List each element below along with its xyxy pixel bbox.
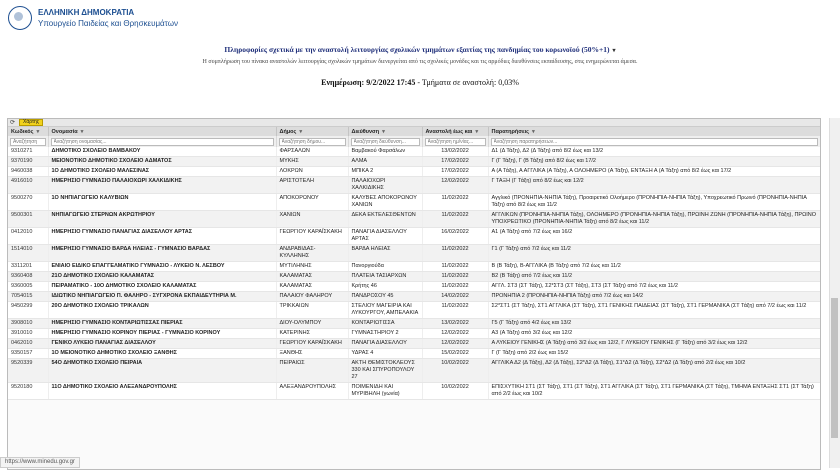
- cell-name: ΓΕΝΙΚΟ ΛΥΚΕΙΟ ΠΑΝΑΓΙΑΣ ΔΙΑΣΕΛΛΟΥ: [48, 339, 276, 349]
- column-header-label: Κωδικός: [11, 128, 34, 135]
- table-row[interactable]: [8, 228, 820, 245]
- cell-addr: ΒΑΡΔΑ ΗΛΕΙΑΣ: [348, 245, 422, 262]
- cell-name: 1Ο ΔΗΜΟΤΙΚΟ ΣΧΟΛΕΙΟ ΜΑΛΕΣΙΝΑΣ: [48, 167, 276, 177]
- cell-dimos: ΔΙΟΥ-ΟΛΥΜΠΟΥ: [276, 319, 348, 329]
- cell-notes: Β (Β Τάξη), Β-ΑΓΓΛΙΚΑ (Β Τάξη) από 7/2 έως και 11/2: [488, 262, 820, 272]
- table-row[interactable]: [8, 329, 820, 339]
- cell-code: 9350157: [8, 349, 48, 359]
- cell-dimos: ΑΠΟΚΟΡΩΝΟΥ: [276, 194, 348, 211]
- column-header-label: Αναστολή έως και: [425, 128, 473, 135]
- column-header-label: Ονομασία: [51, 128, 78, 135]
- cell-dimos: ΜΥΚΗΣ: [276, 157, 348, 167]
- cell-name: ΗΜΕΡΗΣΙΟ ΓΥΜΝΑΣΙΟ ΒΑΡΔΑ ΗΛΕΙΑΣ - ΓΥΜΝΑΣΙΟ ΒΑΡΔΑΣ: [48, 245, 276, 262]
- org-line1: ΕΛΛΗΝΙΚΗ ΔΗΜΟΚΡΑΤΙΑ: [38, 8, 135, 17]
- filter-cell: [276, 136, 348, 147]
- cell-date: 17/02/2022: [422, 157, 488, 167]
- cell-code: 7054015: [8, 292, 48, 302]
- table-row[interactable]: [8, 383, 820, 400]
- table-row[interactable]: [8, 177, 820, 194]
- cell-notes: Γ ΤΑΞΗ (Γ Τάξη) από 8/2 έως και 12/2: [488, 177, 820, 194]
- cell-dimos: ΑΛΕΞΑΝΔΡΟΥΠΟΛΗΣ: [276, 383, 348, 400]
- cell-addr: ΑΛΜΑ: [348, 157, 422, 167]
- state-seal-icon: [8, 6, 32, 30]
- table-row[interactable]: [8, 147, 820, 157]
- cell-dimos: ΛΟΚΡΩΝ: [276, 167, 348, 177]
- sort-icon[interactable]: ▾: [299, 128, 303, 135]
- org-line2: Υπουργείο Παιδείας και Θρησκευμάτων: [38, 19, 178, 28]
- column-filter-input[interactable]: [351, 138, 420, 146]
- cell-code: 3311201: [8, 262, 48, 272]
- suspensions-table: [8, 127, 821, 400]
- table-row[interactable]: [8, 272, 820, 282]
- cell-code: 3908010: [8, 319, 48, 329]
- table-row[interactable]: [8, 302, 820, 319]
- cell-name: ΠΕΙΡΑΜΑΤΙΚΟ - 10Ο ΔΗΜΟΤΙΚΟ ΣΧΟΛΕΙΟ ΚΑΛΑΜΑΤΑΣ: [48, 282, 276, 292]
- filter-cell: [48, 136, 276, 147]
- cell-name: ΔΗΜΟΤΙΚΟ ΣΧΟΛΕΙΟ ΒΑΜΒΑΚΟΥ: [48, 147, 276, 157]
- filter-cell: [348, 136, 422, 147]
- cell-date: 11/02/2022: [422, 282, 488, 292]
- sort-icon[interactable]: ▾: [382, 128, 385, 135]
- cell-code: 9520180: [8, 383, 48, 400]
- column-filter-input[interactable]: [51, 138, 274, 146]
- cell-date: 10/02/2022: [422, 359, 488, 383]
- column-filter-input[interactable]: [491, 138, 818, 146]
- cell-addr: ΑΚΤΗ ΘΕΜΙΣΤΟΚΛΕΟΥΣ 330 ΚΑΙ ΣΠΥΡΟΠΟΥΛΟΥ 27: [348, 359, 422, 383]
- cell-date: 13/02/2022: [422, 147, 488, 157]
- column-header[interactable]: [48, 127, 276, 136]
- cell-dimos: ΠΕΙΡΑΙΩΣ: [276, 359, 348, 383]
- cell-dimos: ΧΑΝΙΩΝ: [276, 211, 348, 228]
- cell-date: 12/02/2022: [422, 339, 488, 349]
- cell-code: 3910010: [8, 329, 48, 339]
- cell-notes: ΑΓΓΛΙΚΩΝ (ΠΡΟΝΗΠΙΑ-ΝΗΠΙΑ Τάξη), ΟΛΟΗΜΕΡΟ (ΠΡΟΝΗΠΙΑ-ΝΗΠΙΑ Τάξη), ΠΡΩΙΝΗ ΖΩΝΗ (ΠΡΟΝΗΠΙΑ-ΝΗΠΙΑ Τάξη), ΠΡΩΙΝΟ ΥΠΟΧΡΕΩΤΙΚΟ (ΠΡΟΝΗΠΙΑ-ΝΗΠΙΑ Τάξη) από 8/2 έως και 11/2: [488, 211, 820, 228]
- cell-code: 9310271: [8, 147, 48, 157]
- cell-name: 11Ο ΔΗΜΟΤΙΚΟ ΣΧΟΛΕΙΟ ΑΛΕΞΑΝΔΡΟΥΠΟΛΗΣ: [48, 383, 276, 400]
- cell-date: 11/02/2022: [422, 272, 488, 282]
- cell-dimos: ΑΝΔΡΑΒΙΔΑΣ-ΚΥΛΛΗΝΗΣ: [276, 245, 348, 262]
- cell-dimos: ΚΑΤΕΡΙΝΗΣ: [276, 329, 348, 339]
- column-header[interactable]: [8, 127, 48, 136]
- cell-addr: Πανοργιούδα: [348, 262, 422, 272]
- sort-icon[interactable]: ▾: [531, 128, 535, 135]
- status-bar: https://www.minedu.gov.gr: [0, 457, 80, 468]
- cell-date: 11/02/2022: [422, 211, 488, 228]
- cell-addr: ΠΟΙΜΕΝΙΔΗ ΚΑΙ ΜΥΡΙΒΗΛΗ (γωνία): [348, 383, 422, 400]
- table-row[interactable]: [8, 282, 820, 292]
- caret-down-icon[interactable]: ▾: [612, 48, 616, 54]
- page-title: [0, 45, 840, 54]
- cell-dimos: ΑΡΙΣΤΟΤΕΛΗ: [276, 177, 348, 194]
- refresh-icon[interactable]: ⟳: [10, 119, 16, 126]
- cell-dimos: ΜΥΤΙΛΗΝΗΣ: [276, 262, 348, 272]
- cell-code: 0412010: [8, 228, 48, 245]
- column-header[interactable]: [422, 127, 488, 136]
- cell-date: 11/02/2022: [422, 302, 488, 319]
- cell-addr: ΠΑΝΔΡΟΣΟΥ 45: [348, 292, 422, 302]
- cell-name: ΕΝΙΑΙΟ ΕΙΔΙΚΟ ΕΠΑΓΓΕΛΜΑΤΙΚΟ ΓΥΜΝΑΣΙΟ - ΛΥΚΕΙΟ Ν. ΛΕΣΒΟΥ: [48, 262, 276, 272]
- cell-name: ΜΕΙΟΝΟΤΙΚΟ ΔΗΜΟΤΙΚΟ ΣΧΟΛΕΙΟ ΑΔΜΑΤΟΣ: [48, 157, 276, 167]
- page-title-text: Πληροφορίες σχετικά με την αναστολή λειτουργίας σχολικών τμημάτων εξαιτίας της πανδημίας του κορωνοϊού (50%+1): [224, 45, 610, 54]
- column-header-label: Διεύθυνση: [351, 128, 380, 135]
- filter-cell: [422, 136, 488, 147]
- cell-code: 9500270: [8, 194, 48, 211]
- table-row[interactable]: [8, 319, 820, 329]
- cell-notes: Α (Α Τάξη), Α ΑΓΓΛΙΚΑ (Α Τάξη), Α ΟΛΟΗΜΕΡΟ (Α Τάξη), ΕΝΤΑΞΗ Α (Α Τάξη) από 8/2 έως και 17/2: [488, 167, 820, 177]
- cell-addr: ΔΕΚΑ ΕΚΤΕΛΕΣΘΕΝΤΩΝ: [348, 211, 422, 228]
- column-filter-input[interactable]: [279, 138, 346, 146]
- page-subtitle: Η συμπλήρωση του πίνακα αναστολών λειτουργίας σχολικών τμημάτων διενεργείται από τις σχολικές μονάδες και τις αρμόδιες διευθύνσεις εκπαίδευσης, στις ενημερώνεται άμεσα.: [202, 59, 638, 65]
- cell-addr: ΥΔΡΑΣ 4: [348, 349, 422, 359]
- cell-code: 9370190: [8, 157, 48, 167]
- cell-date: 12/02/2022: [422, 177, 488, 194]
- cell-date: 11/02/2022: [422, 194, 488, 211]
- map-button[interactable]: Χάρτης: [19, 119, 43, 126]
- cell-name: ΗΜΕΡΗΣΙΟ ΓΥΜΝΑΣΙΟ ΠΑΛΑΙΟΧΩΡΙ ΧΑΛΚΙΔΙΚΗΣ: [48, 177, 276, 194]
- cell-addr: ΚΟΝΤΑΡΙΩΤΙΣΣΑ: [348, 319, 422, 329]
- cell-notes: Γ1 (Γ Τάξη) από 7/2 έως και 11/2: [488, 245, 820, 262]
- cell-notes: Σ2*ΣΤ1 (ΣΤ Τάξη), ΣΤ1 ΑΓΓΛΙΚΑ (ΣΤ Τάξη), ΣΤ1 ΓΕΝΙΚΗΣ ΠΑΙΔΕΙΑΣ (ΣΤ Τάξη), ΣΤ1 ΓΕΡΜΑΝΙΚΑ (ΣΤ Τάξη) από 7/2 έως και 11/2: [488, 302, 820, 319]
- logo[interactable]: [8, 6, 178, 30]
- cell-name: 1Ο ΜΕΙΟΝΟΤΙΚΟ ΔΗΜΟΤΙΚΟ ΣΧΟΛΕΙΟ ΞΑΝΘΗΣ: [48, 349, 276, 359]
- cell-notes: Β2 (Β Τάξη) από 7/2 έως και 11/2: [488, 272, 820, 282]
- cell-notes: Γ (Γ Τάξη) από 2/2 έως και 15/2: [488, 349, 820, 359]
- column-header[interactable]: [348, 127, 422, 136]
- cell-date: 15/02/2022: [422, 349, 488, 359]
- cell-code: 1514010: [8, 245, 48, 262]
- table-row[interactable]: [8, 262, 820, 272]
- cell-code: 9360408: [8, 272, 48, 282]
- cell-addr: ΓΥΜΝΑΣΤΗΡΙΟΥ 2: [348, 329, 422, 339]
- cell-date: 16/02/2022: [422, 228, 488, 245]
- cell-notes: Γ (Γ Τάξη), Γ (Β Τάξη) από 8/2 έως και 17/2: [488, 157, 820, 167]
- cell-date: 12/02/2022: [422, 329, 488, 339]
- table-row[interactable]: [8, 245, 820, 262]
- cell-addr: ΠΑΝΑΓΙΑ ΔΙΑΣΕΛΛΟΥ ΑΡΤΑΣ: [348, 228, 422, 245]
- cell-date: 17/02/2022: [422, 167, 488, 177]
- cell-notes: ΕΠΙΣΧΥΤΙΚΗ ΣΤ1 (ΣΤ Τάξη), ΣΤ1 (ΣΤ Τάξη), ΣΤ1 ΑΓΓΛΙΚΑ (ΣΤ Τάξη), ΣΤ1 ΓΕΡΜΑΝΙΚΑ (ΣΤ Τάξη), ΤΜΗΜΑ ΕΝΤΑΞΗΣ ΣΤ1 (ΣΤ Τάξη) από 2/2 έως και 10/2: [488, 383, 820, 400]
- table-row[interactable]: [8, 349, 820, 359]
- sort-icon[interactable]: ▾: [475, 128, 479, 135]
- cell-code: 9520339: [8, 359, 48, 383]
- cell-notes: ΑΓΓΛ. ΣΤ3 (ΣΤ Τάξη), Σ2*ΣΤ3 (ΣΤ Τάξη), ΣΤ3 (ΣΤ Τάξη) από 7/2 έως και 11/2: [488, 282, 820, 292]
- column-header-label: Δήμος: [279, 128, 297, 135]
- cell-notes: Γ5 (Γ Τάξη) από 4/2 έως και 13/2: [488, 319, 820, 329]
- cell-addr: ΜΠΙΚΑ 2: [348, 167, 422, 177]
- filter-cell: [488, 136, 820, 147]
- column-header[interactable]: [488, 127, 820, 136]
- filter-cell: [8, 136, 48, 147]
- cell-name: 20Ο ΔΗΜΟΤΙΚΟ ΣΧΟΛΕΙΟ ΤΡΙΚΑΛΩΝ: [48, 302, 276, 319]
- cell-code: 9460038: [8, 167, 48, 177]
- table-row[interactable]: [8, 194, 820, 211]
- grid-toolbar: [8, 119, 820, 127]
- update-label: Ενημέρωση: 9/2/2022 17:45: [321, 78, 416, 87]
- cell-date: 11/02/2022: [422, 262, 488, 272]
- cell-code: 4916010: [8, 177, 48, 194]
- cell-code: 9450299: [8, 302, 48, 319]
- cell-code: 9500301: [8, 211, 48, 228]
- sort-icon[interactable]: ▾: [80, 128, 84, 135]
- cell-dimos: ΚΑΛΑΜΑΤΑΣ: [276, 272, 348, 282]
- cell-name: ΙΔΙΩΤΙΚΟ ΝΗΠΙΑΓΩΓΕΙΟ Π. ΦΑΛΗΡΟ - ΣΥΓΧΡΟΝΑ ΕΚΠΑΙΔΕΥΤΗΡΙΑ Μ.: [48, 292, 276, 302]
- column-filter-input[interactable]: [425, 138, 486, 146]
- scrollbar-thumb[interactable]: [831, 298, 838, 438]
- cell-dimos: ΤΡΙΚΚΑΙΩΝ: [276, 302, 348, 319]
- cell-addr: ΣΤΕΛΙΟΥ ΜΑΓΕΙΡΙΑ ΚΑΙ ΛΥΚΟΥΡΓΟΥ, ΑΜΠΕΛΑΚΙΑ: [348, 302, 422, 319]
- cell-notes: ΠΡΟΝΗΠΙΑ 2 (ΠΡΟΝΗΠΙΑ-ΝΗΠΙΑ Τάξη) από 7/2 έως και 14/2: [488, 292, 820, 302]
- cell-date: 10/02/2022: [422, 383, 488, 400]
- cell-name: ΗΜΕΡΗΣΙΟ ΓΥΜΝΑΣΙΟ ΚΟΡΙΝΟΥ ΠΙΕΡΙΑΣ - ΓΥΜΝΑΣΙΟ ΚΟΡΙΝΟΥ: [48, 329, 276, 339]
- cell-name: ΝΗΠΙΑΓΩΓΕΙΟ ΣΤΕΡΝΩΝ ΑΚΡΩΤΗΡΙΟΥ: [48, 211, 276, 228]
- cell-dimos: ΦΑΡΣΑΛΩΝ: [276, 147, 348, 157]
- scrollbar[interactable]: [829, 118, 840, 468]
- cell-addr: ΠΛΑΤΕΙΑ ΤΑΣΙΑΡΧΩΝ: [348, 272, 422, 282]
- cell-name: ΗΜΕΡΗΣΙΟ ΓΥΜΝΑΣΙΟ ΚΟΝΤΑΡΙΩΤΙΣΣΑΣ ΠΙΕΡΙΑΣ: [48, 319, 276, 329]
- cell-date: 11/02/2022: [422, 245, 488, 262]
- cell-name: 54Ο ΔΗΜΟΤΙΚΟ ΣΧΟΛΕΙΟ ΠΕΙΡΑΙΑ: [48, 359, 276, 383]
- sort-icon[interactable]: ▾: [36, 128, 40, 135]
- cell-dimos: ΚΑΛΑΜΑΤΑΣ: [276, 282, 348, 292]
- cell-notes: ΑΓΓΛΙΚΑ Δ2 (Δ Τάξη), Δ2 (Δ Τάξη), Σ2*Δ2 (Δ Τάξη), Σ1*Δ2 (Δ Τάξη), Σ2*Δ2 (Δ Τάξη) από 2/2 έως και 10/2: [488, 359, 820, 383]
- cell-addr: ΠΑΝΑΓΙΑ ΔΙΑΣΕΛΛΟΥ: [348, 339, 422, 349]
- table-row[interactable]: [8, 211, 820, 228]
- column-filter-input[interactable]: [10, 138, 46, 146]
- cell-addr: Κρήτης 46: [348, 282, 422, 292]
- cell-addr: Βαμβακού Φαρσάλων: [348, 147, 422, 157]
- data-grid: [7, 118, 821, 470]
- cell-notes: Α ΛΥΚΕΙΟΥ ΓΕΝΙΚΗΣ (Α Τάξη) από 3/2 έως και 12/2, Γ ΛΥΚΕΙΟΥ ΓΕΝΙΚΗΣ (Γ Τάξη) από 3/2 έως και 12/2: [488, 339, 820, 349]
- cell-date: 13/02/2022: [422, 319, 488, 329]
- table-row[interactable]: [8, 292, 820, 302]
- cell-notes: Δ1 (Δ Τάξη), Δ2 (Δ Τάξη) από 8/2 έως και 13/2: [488, 147, 820, 157]
- update-info: [0, 78, 840, 87]
- cell-addr: ΚΑΛΥΒΕΣ ΑΠΟΚΟΡΩΝΟΥ ΧΑΝΙΩΝ: [348, 194, 422, 211]
- table-row[interactable]: [8, 339, 820, 349]
- cell-name: 21Ο ΔΗΜΟΤΙΚΟ ΣΧΟΛΕΙΟ ΚΑΛΑΜΑΤΑΣ: [48, 272, 276, 282]
- cell-notes: Αγγλικό (ΠΡΟΝΗΠΙΑ-ΝΗΠΙΑ Τάξη), Προαιρετικό Ολοήμερο (ΠΡΟΝΗΠΙΑ-ΝΗΠΙΑ Τάξη), Υποχρεωτικό Πρωινό (ΠΡΟΝΗΠΙΑ-ΝΗΠΙΑ Τάξη) από 8/2 έως και 11/2: [488, 194, 820, 211]
- suspension-rate: - Τμήματα σε αναστολή: 0,03%: [415, 78, 519, 87]
- cell-name: ΗΜΕΡΗΣΙΟ ΓΥΜΝΑΣΙΟ ΠΑΝΑΓΙΑΣ ΔΙΑΣΕΛΛΟΥ ΑΡΤΑΣ: [48, 228, 276, 245]
- cell-dimos: ΓΕΩΡΓΙΟΥ ΚΑΡΑΪΣΚΑΚΗ: [276, 339, 348, 349]
- table-row[interactable]: [8, 359, 820, 383]
- cell-dimos: ΠΑΛΑΙΟΥ ΦΑΛΗΡΟΥ: [276, 292, 348, 302]
- cell-code: 0462010: [8, 339, 48, 349]
- cell-dimos: ΓΕΩΡΓΙΟΥ ΚΑΡΑΪΣΚΑΚΗ: [276, 228, 348, 245]
- column-header[interactable]: [276, 127, 348, 136]
- cell-addr: ΠΑΛΑΙΟΧΩΡΙ ΧΑΛΚΙΔΙΚΗΣ: [348, 177, 422, 194]
- cell-notes: Α1 (Α Τάξη) από 7/2 έως και 16/2: [488, 228, 820, 245]
- cell-name: 1Ο ΝΗΠΙΑΓΩΓΕΙΟ ΚΑΛΥΒΙΩΝ: [48, 194, 276, 211]
- column-header-label: Παρατηρήσεις: [491, 128, 529, 135]
- table-row[interactable]: [8, 157, 820, 167]
- cell-date: 14/02/2022: [422, 292, 488, 302]
- cell-dimos: ΞΑΝΘΗΣ: [276, 349, 348, 359]
- cell-code: 9360005: [8, 282, 48, 292]
- table-row[interactable]: [8, 167, 820, 177]
- cell-notes: Α3 (Α Τάξη) από 3/2 έως και 12/2: [488, 329, 820, 339]
